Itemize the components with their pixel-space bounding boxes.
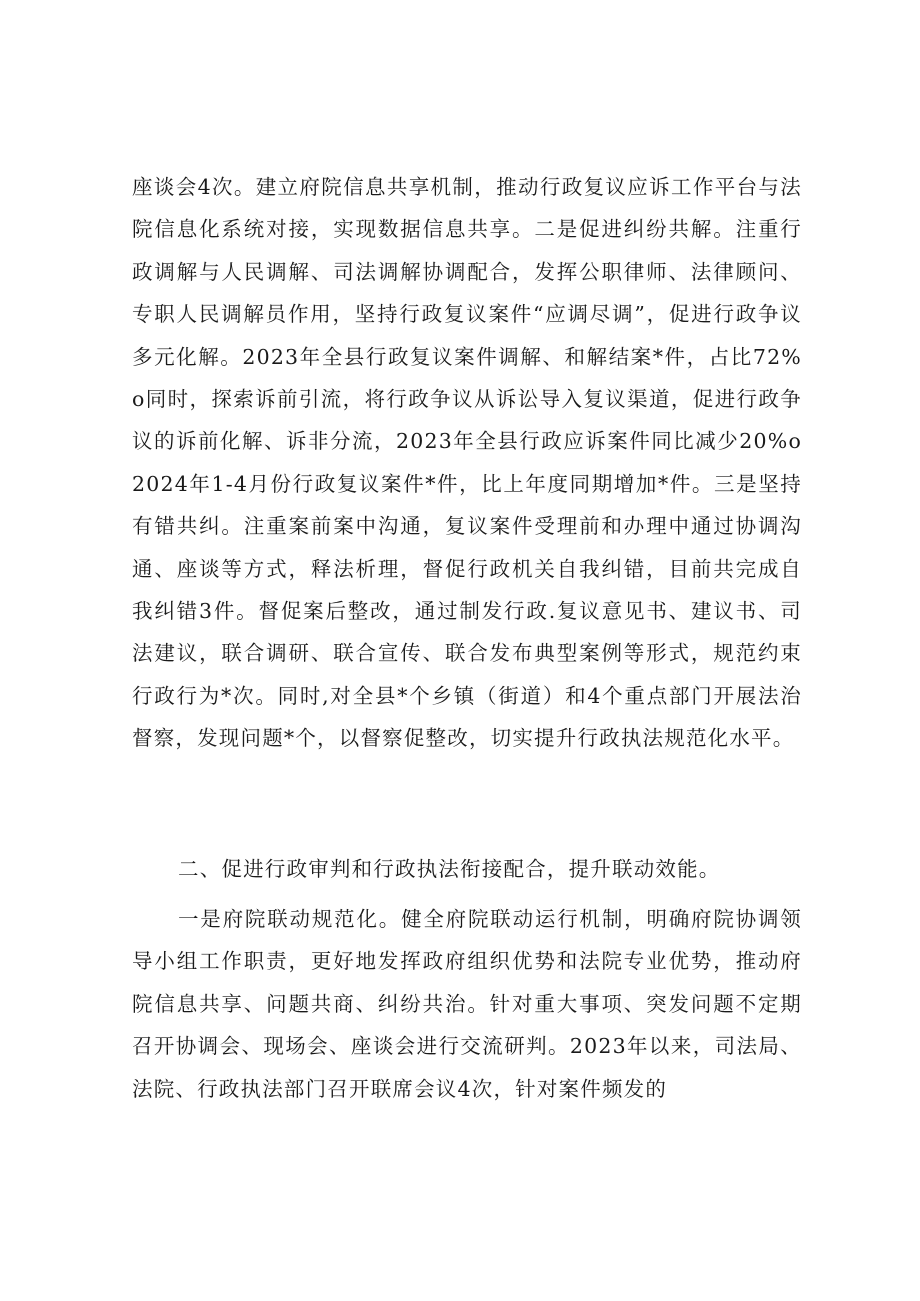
paragraph-continued: 座谈会4次。建立府院信息共享机制，推动行政复议应诉工作平台与法院信息化系统对接，实现数据信息共享。二是促进纠纷共解。注重行政调解与人民调解、司法调解协调配合，发挥公职律师、法律顾问、专职人民调解员作用，坚持行政复议案件“应调尽调”，促进行政争议多元化解。2023年全县行政复议案件调解、和解结案*件，占比72%o同时，探索诉前引流，将行政争议从诉讼导入复议渠道，促进行政争议的诉前化解、诉非分流，2023年全县行政应诉案件同比减少20%o2024年1-4月份行政复议案件*件，比上年度同期增加*件。三是坚持有错共纠。注重案前案中沟通，复议案件受理前和办理中通过协调沟通、座谈等方式，释法析理，督促行政机关自我纠错，目前共完成自我纠错3件。督促案后整改，通过制发行政.复议意见书、建议书、司法建议，联合调研、联合宣传、联合发布典型案例等形式，规范约束行政行为*次。同时,对全县*个乡镇（街道）和4个重点部门开展法治督察，发现问题*个，以督察促整改，切实提升行政执法规范化水平。 bbox=[132, 175, 802, 751]
section-heading: 二、促进行政审判和行政执法衔接配合，提升联动效能。 bbox=[178, 857, 721, 881]
paragraph-next: 一是府院联动规范化。健全府院联动运行机制，明确府院协调领导小组工作职责，更好地发挥政府组织优势和法院专业优势，推动府院信息共享、问题共商、纠纷共治。针对重大事项、突发问题不定期召开协调会、现场会、座谈会进行交流研判。2023年以来，司法局、法院、行政执法部门召开联席会议4次，针对案件频发的 bbox=[132, 907, 802, 1101]
